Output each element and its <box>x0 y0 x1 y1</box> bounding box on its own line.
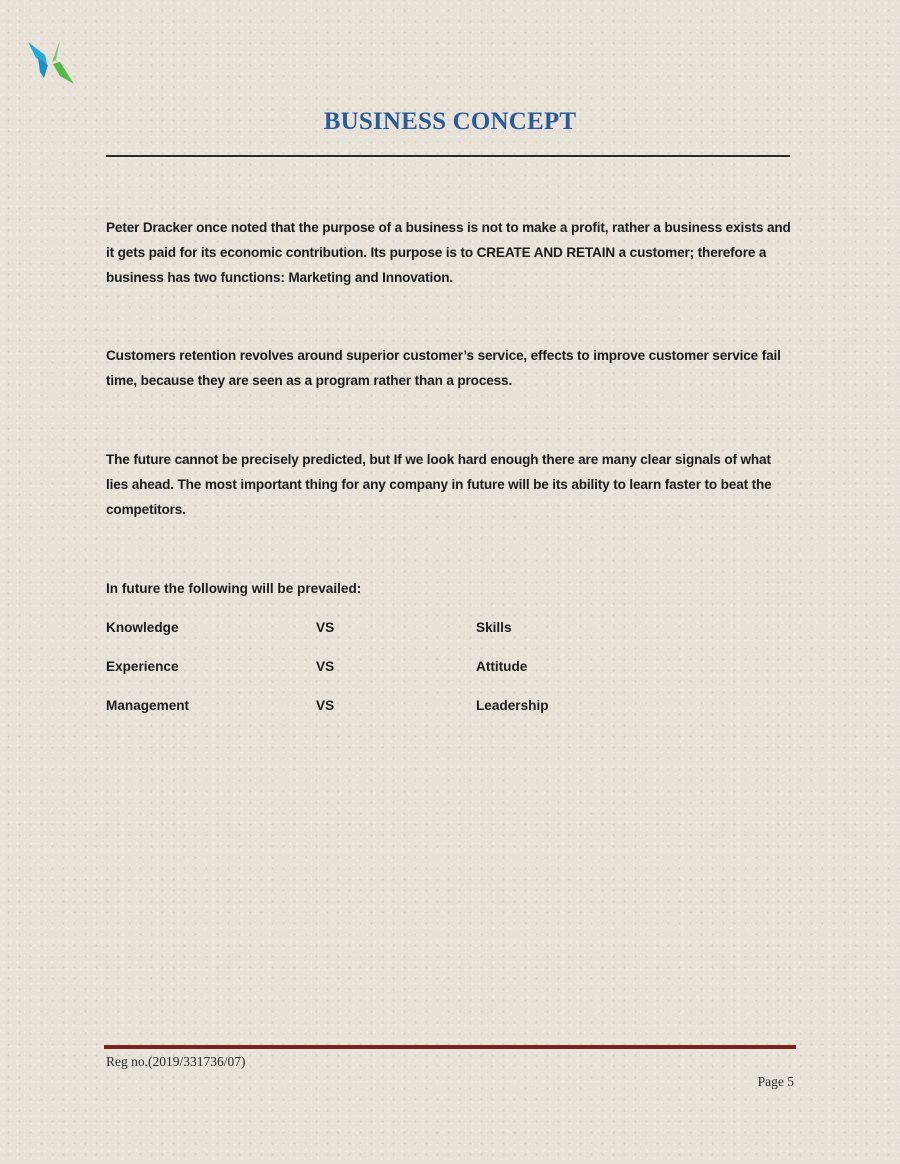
comparison-left: Management <box>106 698 190 713</box>
comparison-left: Experience <box>106 659 179 674</box>
company-logo-icon <box>26 38 78 86</box>
registration-number: Reg no.(2019/331736/07) <box>106 1054 246 1069</box>
comparison-right: Attitude <box>476 659 528 674</box>
comparison-vs: VS <box>316 659 335 674</box>
comparison-intro: In future the following will be prevailed: <box>106 581 362 596</box>
comparison-list <box>106 615 706 732</box>
title-divider <box>106 155 790 157</box>
comparison-row <box>106 654 706 693</box>
page-title: BUSINESS CONCEPT <box>323 108 577 135</box>
paragraph-future: The future cannot be precisely predicted, but If we look hard enough there are many clear signals of what lies ahead. The most important thing for any company in future will be its ability to learn faster to beat the competitors. <box>106 452 772 517</box>
paragraph-purpose: Peter Dracker once noted that the purpose of a business is not to make a profit, rather a business exists and it gets paid for its economic contribution. Its purpose is to CREATE AND RETAIN a customer; therefore a business has two functions: Marketing and Innovation. <box>106 220 791 285</box>
page-number: Page 5 <box>757 1074 794 1089</box>
footer-divider <box>104 1045 796 1049</box>
comparison-left: Knowledge <box>106 620 179 635</box>
paragraph-retention: Customers retention revolves around superior customer’s service, effects to improve customer service fail time, because they are seen as a program rather than a process. <box>106 348 781 388</box>
comparison-vs: VS <box>316 620 335 635</box>
comparison-vs: VS <box>316 698 335 713</box>
comparison-right: Skills <box>476 620 512 635</box>
comparison-row <box>106 615 706 654</box>
comparison-row <box>106 693 706 732</box>
comparison-right: Leadership <box>476 698 549 713</box>
